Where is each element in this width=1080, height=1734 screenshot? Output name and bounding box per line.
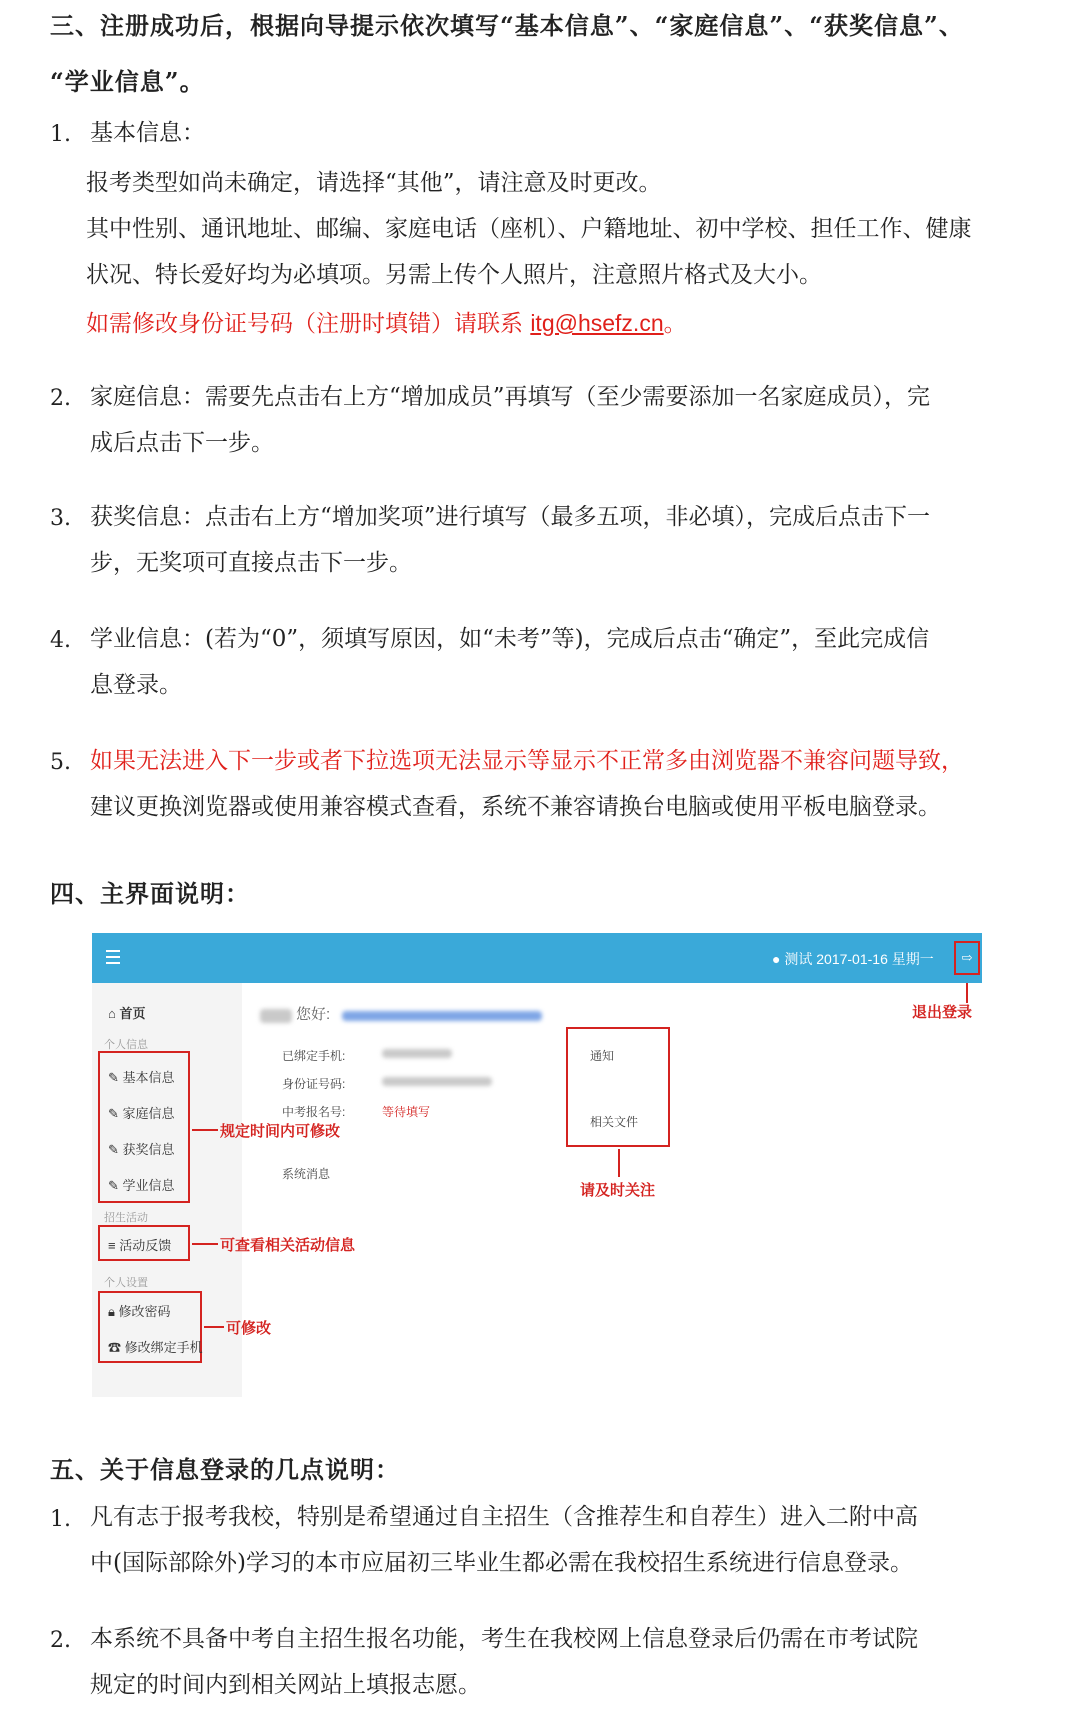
arrow-icon (192, 1243, 218, 1245)
sidebar-group-settings: 个人设置 (104, 1277, 148, 1289)
item-number: 2. (50, 1628, 71, 1653)
bound-phone-label: 已绑定手机: (282, 1049, 346, 1063)
section3-title: 三、注册成功后，根据向导提示依次填写“基本信息”、“家庭信息”、“获奖信息”、 (50, 11, 964, 40)
arrow-icon (966, 983, 968, 1003)
arrow-icon (192, 1129, 218, 1131)
notice-link[interactable]: 通知 (590, 1049, 615, 1063)
item-text: 状况、特长爱好均为必填项。另需上传个人照片，注意照片格式及大小。 (86, 262, 822, 288)
blurred-school (342, 1011, 542, 1021)
contact-note-suffix: 。 (663, 311, 687, 337)
item-text: 规定的时间内到相关网站上填报志愿。 (90, 1672, 481, 1698)
system-message: 系统消息 (282, 1167, 331, 1181)
item-number: 2. (50, 386, 71, 411)
arrow-icon (618, 1149, 620, 1177)
annotation-attention: 请及时关注 (580, 1182, 656, 1199)
contact-note-prefix: 如需修改身份证号码（注册时填错）请联系 (86, 311, 531, 337)
sidebar-item-academic[interactable]: ✎ 学业信息 (108, 1178, 175, 1193)
files-link[interactable]: 相关文件 (590, 1115, 639, 1129)
sidebar-item-home[interactable]: ⌂ 首页 (108, 1006, 146, 1021)
section4-title: 四、主界面说明： (50, 879, 250, 908)
item-text: 凡有志于报考我校，特别是希望通过自主招生（含推荐生和自荐生）进入二附中高 (90, 1504, 918, 1530)
exam-value: 等待填写 (382, 1105, 431, 1119)
annotation-activity: 可查看相关活动信息 (220, 1237, 356, 1254)
greeting: 您好: (296, 1006, 331, 1023)
ui-screenshot (92, 917, 982, 1397)
item-text: 其中性别、通讯地址、邮编、家庭电话（座机）、户籍地址、初中学校、担任工作、健康 (86, 216, 972, 242)
user-info: ● 测试 2017-01-16 星期一 (772, 951, 934, 967)
blurred-name (260, 1009, 292, 1023)
id-label: 身份证号码: (282, 1077, 346, 1091)
exam-label: 中考报名号: (282, 1105, 346, 1119)
warning-text: 如果无法进入下一步或者下拉选项无法显示等显示不正常多由浏览器不兼容问题导致， (90, 748, 964, 774)
user-icon: ● (772, 951, 781, 967)
sidebar-item-basic[interactable]: ✎ 基本信息 (108, 1070, 175, 1085)
item-number: 3. (50, 506, 71, 531)
item-text: 中(国际部除外)学习的本市应届初三毕业生都必需在我校招生系统进行信息登录。 (90, 1550, 913, 1576)
blurred-phone (382, 1049, 452, 1058)
hamburger-icon[interactable] (106, 950, 120, 964)
item-text: 报考类型如尚未确定，请选择“其他”，请注意及时更改。 (86, 170, 662, 196)
blurred-id (382, 1077, 492, 1086)
sidebar-item-award[interactable]: ✎ 获奖信息 (108, 1142, 175, 1157)
sidebar-item-feedback[interactable]: ≡ 活动反馈 (108, 1238, 172, 1253)
item-text: 建议更换浏览器或使用兼容模式查看，系统不兼容请换台电脑或使用平板电脑登录。 (90, 794, 941, 820)
email-link[interactable]: itg@hsefz.cn (530, 310, 664, 336)
top-bar (92, 933, 982, 983)
sidebar-item-password[interactable]: 🔒︎ 修改密码 (108, 1304, 171, 1319)
annotation-modifiable: 可修改 (226, 1320, 272, 1337)
item-text: 本系统不具备中考自主招生报名功能，考生在我校网上信息登录后仍需在市考试院 (90, 1626, 918, 1652)
annotation-logout: 退出登录 (912, 1004, 973, 1021)
item-number: 1. (50, 122, 71, 147)
contact-note (86, 300, 687, 347)
item-number: 4. (50, 628, 71, 653)
item-number: 5. (50, 750, 71, 775)
sidebar-item-phone[interactable]: ☎ 修改绑定手机 (108, 1340, 203, 1355)
sidebar-group-personal: 个人信息 (104, 1039, 148, 1051)
annotation-modify-in-time: 规定时间内可修改 (220, 1123, 341, 1140)
item-text: 步，无奖项可直接点击下一步。 (90, 550, 412, 576)
item-text: 家庭信息：需要先点击右上方“增加成员”再填写（至少需要添加一名家庭成员），完 (90, 384, 931, 410)
logout-icon[interactable]: ⇨ (954, 941, 980, 975)
arrow-icon (204, 1326, 224, 1328)
item-text: 获奖信息：点击右上方“增加奖项”进行填写（最多五项，非必填），完成后点击下一 (90, 504, 931, 530)
item-text: 成后点击下一步。 (90, 430, 274, 456)
item-text: 息登录。 (90, 672, 182, 698)
item-number: 1. (50, 1507, 71, 1532)
sidebar-group-activity: 招生活动 (104, 1212, 148, 1224)
section3-title-cont: “学业信息”。 (50, 67, 205, 96)
item-basic-label: 基本信息： (90, 120, 205, 146)
sidebar-item-family[interactable]: ✎ 家庭信息 (108, 1106, 175, 1121)
section5-title: 五、关于信息登录的几点说明： (50, 1455, 400, 1484)
item-text: 学业信息：(若为“0”，须填写原因，如“未考”等)，完成后点击“确定”，至此完成信 (90, 626, 930, 652)
